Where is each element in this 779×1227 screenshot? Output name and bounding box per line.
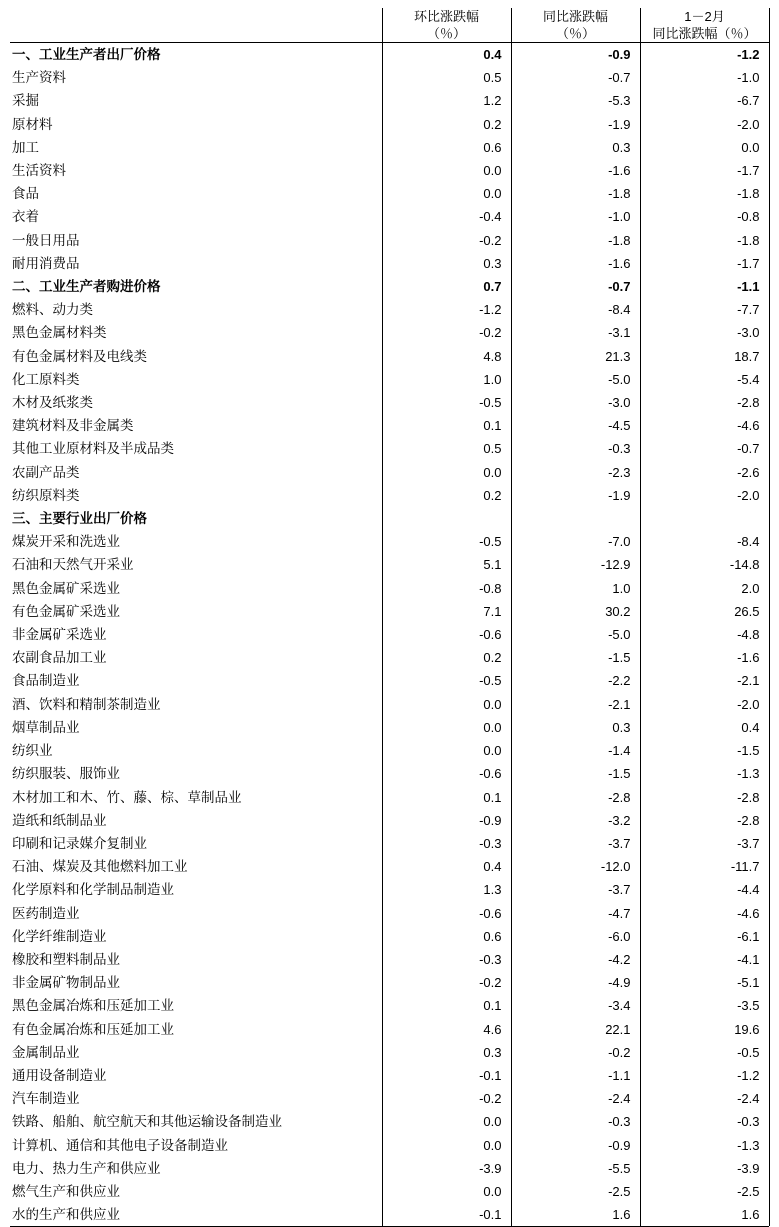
row-value-yoy: -2.3 <box>511 461 640 484</box>
row-label: 纺织业 <box>12 743 53 759</box>
table-row <box>10 507 769 530</box>
row-value-yoy: -4.7 <box>511 902 640 925</box>
row-value-ytd: 1.6 <box>640 1203 769 1226</box>
row-label: 有色金属矿采选业 <box>12 603 120 619</box>
table-row <box>10 368 769 391</box>
row-value-mom: 0.6 <box>382 136 511 159</box>
table-row <box>10 739 769 762</box>
row-value-ytd: 0.4 <box>640 716 769 739</box>
table-row <box>10 1203 769 1226</box>
row-value-ytd: -2.5 <box>640 1180 769 1203</box>
row-value-yoy: -3.0 <box>511 391 640 414</box>
row-label: 计算机、通信和其他电子设备制造业 <box>12 1137 228 1153</box>
row-label: 黑色金属材料类 <box>12 325 107 341</box>
row-label: 汽车制造业 <box>12 1091 80 1107</box>
row-label: 化学纤维制造业 <box>12 928 107 944</box>
row-value-yoy: -0.2 <box>511 1041 640 1064</box>
row-value-yoy: -1.9 <box>511 484 640 507</box>
row-value-mom: -0.4 <box>382 205 511 228</box>
row-value-mom: 0.0 <box>382 461 511 484</box>
row-value-mom: -0.5 <box>382 391 511 414</box>
row-value-ytd: -1.1 <box>640 275 769 298</box>
row-value-yoy: -2.1 <box>511 693 640 716</box>
row-value-mom: -0.8 <box>382 577 511 600</box>
table-row <box>10 252 769 275</box>
row-value-yoy: -2.5 <box>511 1180 640 1203</box>
row-label: 化工原料类 <box>12 371 80 387</box>
row-value-mom: -0.5 <box>382 669 511 692</box>
row-value-ytd: -2.0 <box>640 113 769 136</box>
row-label: 非金属矿采选业 <box>12 627 107 643</box>
row-value-yoy: -0.9 <box>511 43 640 67</box>
row-value-yoy: -6.0 <box>511 925 640 948</box>
header-ytd-line1: 1－2月 <box>684 9 725 24</box>
row-label: 生活资料 <box>12 163 66 179</box>
row-value-ytd: -1.7 <box>640 252 769 275</box>
row-value-mom: -0.9 <box>382 809 511 832</box>
row-value-mom: -0.2 <box>382 1087 511 1110</box>
ppi-statistics-table <box>10 8 770 1226</box>
row-value-mom: -3.9 <box>382 1157 511 1180</box>
header-yoy-line1: 同比涨跌幅 <box>542 9 608 24</box>
row-label: 其他工业原材料及半成品类 <box>12 441 174 457</box>
row-label: 造纸和纸制品业 <box>12 812 107 828</box>
row-value-yoy: -4.9 <box>511 971 640 994</box>
row-value-ytd: -2.4 <box>640 1087 769 1110</box>
row-value-mom: 1.0 <box>382 368 511 391</box>
row-value-mom: 0.0 <box>382 716 511 739</box>
table-row <box>10 646 769 669</box>
table-row <box>10 1018 769 1041</box>
row-value-ytd: -4.1 <box>640 948 769 971</box>
row-value-mom: 0.0 <box>382 1134 511 1157</box>
table-row <box>10 948 769 971</box>
row-value-ytd: -1.2 <box>640 43 769 67</box>
row-value-yoy: -8.4 <box>511 298 640 321</box>
row-value-ytd: -14.8 <box>640 553 769 576</box>
row-value-mom: 0.5 <box>382 66 511 89</box>
row-label: 有色金属材料及电线类 <box>12 348 147 364</box>
row-value-mom: 0.3 <box>382 1041 511 1064</box>
row-value-ytd: -1.6 <box>640 646 769 669</box>
header-mom-line1: 环比涨跌幅 <box>413 9 479 24</box>
row-label: 耐用消费品 <box>12 255 80 271</box>
row-value-mom: -0.2 <box>382 971 511 994</box>
row-value-ytd: -1.8 <box>640 229 769 252</box>
table-row <box>10 577 769 600</box>
row-value-ytd: -3.7 <box>640 832 769 855</box>
table-row <box>10 275 769 298</box>
row-value-mom: -0.2 <box>382 321 511 344</box>
row-label: 非金属矿物制品业 <box>12 975 120 991</box>
row-value-ytd: -3.0 <box>640 321 769 344</box>
row-value-mom: 5.1 <box>382 553 511 576</box>
row-value-yoy: -4.2 <box>511 948 640 971</box>
row-label: 生产资料 <box>12 70 66 86</box>
row-value-mom: 0.4 <box>382 855 511 878</box>
row-label: 衣着 <box>12 209 39 225</box>
row-value-yoy: -0.7 <box>511 66 640 89</box>
table-row <box>10 437 769 460</box>
row-value-ytd: -5.4 <box>640 368 769 391</box>
row-value-mom: -1.2 <box>382 298 511 321</box>
table-row <box>10 925 769 948</box>
row-label: 有色金属冶炼和压延加工业 <box>12 1021 174 1037</box>
row-value-mom: 0.4 <box>382 43 511 67</box>
row-value-yoy: -3.2 <box>511 809 640 832</box>
header-ytd-line2: 同比涨跌幅（％） <box>652 26 757 41</box>
row-value-ytd: -2.0 <box>640 484 769 507</box>
row-value-ytd: 2.0 <box>640 577 769 600</box>
row-value-mom: 0.1 <box>382 786 511 809</box>
row-value-ytd: 0.0 <box>640 136 769 159</box>
row-value-mom: 4.6 <box>382 1018 511 1041</box>
row-value-mom: 0.2 <box>382 484 511 507</box>
row-value-yoy: -2.2 <box>511 669 640 692</box>
row-label: 电力、热力生产和供应业 <box>12 1160 161 1176</box>
row-label: 橡胶和塑料制品业 <box>12 951 120 967</box>
row-value-ytd: -1.3 <box>640 762 769 785</box>
row-label: 一般日用品 <box>12 232 80 248</box>
row-value-ytd: -8.4 <box>640 530 769 553</box>
table-row <box>10 1064 769 1087</box>
table-row <box>10 855 769 878</box>
row-value-mom: -0.6 <box>382 902 511 925</box>
row-value-yoy: -3.4 <box>511 994 640 1017</box>
row-label: 医药制造业 <box>12 905 80 921</box>
header-yoy-line2: （％） <box>555 26 595 41</box>
row-value-yoy: -1.8 <box>511 182 640 205</box>
row-value-yoy: -1.0 <box>511 205 640 228</box>
row-value-yoy: -5.0 <box>511 368 640 391</box>
row-value-ytd: -0.7 <box>640 437 769 460</box>
row-value-yoy: -7.0 <box>511 530 640 553</box>
table-row <box>10 809 769 832</box>
row-value-yoy: -2.8 <box>511 786 640 809</box>
row-label: 木材加工和木、竹、藤、棕、草制品业 <box>12 789 242 805</box>
row-value-ytd: -0.3 <box>640 1110 769 1133</box>
row-value-mom: -0.6 <box>382 762 511 785</box>
row-label: 水的生产和供应业 <box>12 1207 120 1223</box>
row-label: 建筑材料及非金属类 <box>12 418 134 434</box>
row-value-mom: -0.2 <box>382 229 511 252</box>
row-label: 铁路、船舶、航空航天和其他运输设备制造业 <box>12 1114 282 1130</box>
table-row <box>10 89 769 112</box>
row-value-ytd: -4.4 <box>640 878 769 901</box>
table-row <box>10 1110 769 1133</box>
row-value-yoy: 30.2 <box>511 600 640 623</box>
row-value-mom: 0.2 <box>382 646 511 669</box>
table-row <box>10 832 769 855</box>
row-value-mom: 0.2 <box>382 113 511 136</box>
table-row <box>10 345 769 368</box>
table-row <box>10 762 769 785</box>
row-label: 烟草制品业 <box>12 719 80 735</box>
row-value-ytd: -6.1 <box>640 925 769 948</box>
table-row <box>10 1134 769 1157</box>
row-value-ytd: -5.1 <box>640 971 769 994</box>
row-label: 酒、饮料和精制茶制造业 <box>12 696 161 712</box>
header-ytd <box>640 8 769 43</box>
row-value-yoy: -1.6 <box>511 252 640 275</box>
row-value-mom: -0.6 <box>382 623 511 646</box>
table-row <box>10 1041 769 1064</box>
table-row <box>10 878 769 901</box>
row-value-yoy: -1.1 <box>511 1064 640 1087</box>
row-value-yoy: -1.8 <box>511 229 640 252</box>
row-label: 纺织原料类 <box>12 487 80 503</box>
table-row <box>10 1157 769 1180</box>
row-value-ytd: -3.5 <box>640 994 769 1017</box>
table-row <box>10 182 769 205</box>
row-label: 加工 <box>12 139 39 155</box>
row-label: 黑色金属冶炼和压延加工业 <box>12 998 174 1014</box>
row-label: 化学原料和化学制品制造业 <box>12 882 174 898</box>
row-value-yoy: -1.6 <box>511 159 640 182</box>
row-value-mom: 0.1 <box>382 414 511 437</box>
row-value-mom: 0.0 <box>382 1110 511 1133</box>
row-value-mom: 4.8 <box>382 345 511 368</box>
table-row <box>10 414 769 437</box>
row-value-ytd: -1.2 <box>640 1064 769 1087</box>
header-mom-line2: （％） <box>426 26 466 41</box>
table-row <box>10 693 769 716</box>
row-value-yoy: -12.9 <box>511 553 640 576</box>
row-label: 采掘 <box>12 93 39 109</box>
table-row <box>10 159 769 182</box>
row-label: 原材料 <box>12 116 53 132</box>
row-value-mom: 0.0 <box>382 693 511 716</box>
row-value-yoy: -0.3 <box>511 1110 640 1133</box>
row-value-mom: -0.3 <box>382 948 511 971</box>
row-value-yoy: -3.1 <box>511 321 640 344</box>
table-row <box>10 669 769 692</box>
table-row <box>10 113 769 136</box>
table-row <box>10 902 769 925</box>
row-value-yoy: -0.3 <box>511 437 640 460</box>
row-value-ytd <box>640 507 769 530</box>
table-row <box>10 623 769 646</box>
row-value-yoy: 1.6 <box>511 1203 640 1226</box>
row-value-mom: 0.5 <box>382 437 511 460</box>
row-value-ytd: -2.6 <box>640 461 769 484</box>
row-value-ytd: 19.6 <box>640 1018 769 1041</box>
row-value-ytd: -1.5 <box>640 739 769 762</box>
table-row <box>10 298 769 321</box>
row-label: 食品 <box>12 186 39 202</box>
table-row <box>10 66 769 89</box>
row-label: 煤炭开采和洗选业 <box>12 534 120 550</box>
row-value-yoy: 21.3 <box>511 345 640 368</box>
row-label: 燃气生产和供应业 <box>12 1183 120 1199</box>
table-row <box>10 1087 769 1110</box>
row-value-yoy: -3.7 <box>511 832 640 855</box>
row-value-mom: 0.0 <box>382 1180 511 1203</box>
row-value-ytd: -2.8 <box>640 809 769 832</box>
row-value-yoy: -0.7 <box>511 275 640 298</box>
row-value-yoy: 0.3 <box>511 716 640 739</box>
row-label: 石油、煤炭及其他燃料加工业 <box>12 859 188 875</box>
row-value-mom: -0.1 <box>382 1203 511 1226</box>
table-row <box>10 391 769 414</box>
row-value-ytd: -0.5 <box>640 1041 769 1064</box>
row-value-ytd: -4.8 <box>640 623 769 646</box>
row-value-mom: 1.2 <box>382 89 511 112</box>
row-value-ytd: 18.7 <box>640 345 769 368</box>
row-value-ytd: -1.3 <box>640 1134 769 1157</box>
table-body <box>10 43 769 1227</box>
row-value-yoy: 0.3 <box>511 136 640 159</box>
table-row <box>10 716 769 739</box>
header-yoy <box>511 8 640 43</box>
row-value-ytd: 26.5 <box>640 600 769 623</box>
table-row <box>10 229 769 252</box>
table-row <box>10 136 769 159</box>
row-label: 印刷和记录媒介复制业 <box>12 835 147 851</box>
row-value-mom <box>382 507 511 530</box>
row-label: 燃料、动力类 <box>12 302 93 318</box>
row-value-yoy: -2.4 <box>511 1087 640 1110</box>
row-label: 黑色金属矿采选业 <box>12 580 120 596</box>
table-row <box>10 461 769 484</box>
row-value-mom: 0.0 <box>382 182 511 205</box>
row-value-mom: -0.1 <box>382 1064 511 1087</box>
header-label-column <box>10 8 382 43</box>
row-value-ytd: -1.7 <box>640 159 769 182</box>
row-value-yoy: -5.0 <box>511 623 640 646</box>
row-label: 木材及纸浆类 <box>12 395 93 411</box>
table-row <box>10 600 769 623</box>
row-value-ytd: -2.8 <box>640 786 769 809</box>
table-header <box>10 8 769 43</box>
row-label: 纺织服装、服饰业 <box>12 766 120 782</box>
row-value-mom: 7.1 <box>382 600 511 623</box>
row-label: 农副产品类 <box>12 464 80 480</box>
row-value-yoy: -5.5 <box>511 1157 640 1180</box>
table-row <box>10 43 769 67</box>
row-section-label: 一、工业生产者出厂价格 <box>10 43 382 67</box>
table-row <box>10 553 769 576</box>
row-value-mom: -0.3 <box>382 832 511 855</box>
row-value-yoy <box>511 507 640 530</box>
row-value-yoy: -1.5 <box>511 646 640 669</box>
row-value-ytd: -2.1 <box>640 669 769 692</box>
header-mom <box>382 8 511 43</box>
table-row <box>10 205 769 228</box>
row-value-mom: -0.5 <box>382 530 511 553</box>
table-row <box>10 484 769 507</box>
row-value-yoy: 1.0 <box>511 577 640 600</box>
row-value-yoy: -1.4 <box>511 739 640 762</box>
row-value-ytd: -0.8 <box>640 205 769 228</box>
table-row <box>10 971 769 994</box>
row-value-ytd: -2.0 <box>640 693 769 716</box>
row-section-label: 三、主要行业出厂价格 <box>12 511 147 527</box>
row-label: 农副食品加工业 <box>12 650 107 666</box>
row-value-mom: 0.1 <box>382 994 511 1017</box>
table-row <box>10 1180 769 1203</box>
row-label: 通用设备制造业 <box>12 1067 107 1083</box>
row-value-yoy: -5.3 <box>511 89 640 112</box>
table-row <box>10 530 769 553</box>
table-row <box>10 994 769 1017</box>
row-value-ytd: -1.8 <box>640 182 769 205</box>
row-value-yoy: -1.9 <box>511 113 640 136</box>
row-value-ytd: -1.0 <box>640 66 769 89</box>
row-value-ytd: -7.7 <box>640 298 769 321</box>
row-section-label: 二、工业生产者购进价格 <box>12 279 161 295</box>
row-value-mom: 0.6 <box>382 925 511 948</box>
table-row <box>10 321 769 344</box>
row-value-mom: 0.0 <box>382 739 511 762</box>
row-value-ytd: -2.8 <box>640 391 769 414</box>
row-value-mom: 0.7 <box>382 275 511 298</box>
row-value-mom: 1.3 <box>382 878 511 901</box>
row-value-ytd: -11.7 <box>640 855 769 878</box>
row-value-mom: 0.3 <box>382 252 511 275</box>
row-value-yoy: -12.0 <box>511 855 640 878</box>
row-value-mom: 0.0 <box>382 159 511 182</box>
row-label: 金属制品业 <box>12 1044 80 1060</box>
row-value-yoy: -0.9 <box>511 1134 640 1157</box>
row-value-ytd: -4.6 <box>640 414 769 437</box>
row-label: 食品制造业 <box>12 673 80 689</box>
row-value-yoy: -3.7 <box>511 878 640 901</box>
row-value-yoy: -4.5 <box>511 414 640 437</box>
table-row <box>10 786 769 809</box>
row-value-ytd: -4.6 <box>640 902 769 925</box>
row-value-ytd: -3.9 <box>640 1157 769 1180</box>
row-label: 石油和天然气开采业 <box>12 557 134 573</box>
row-value-ytd: -6.7 <box>640 89 769 112</box>
row-value-yoy: 22.1 <box>511 1018 640 1041</box>
row-value-yoy: -1.5 <box>511 762 640 785</box>
